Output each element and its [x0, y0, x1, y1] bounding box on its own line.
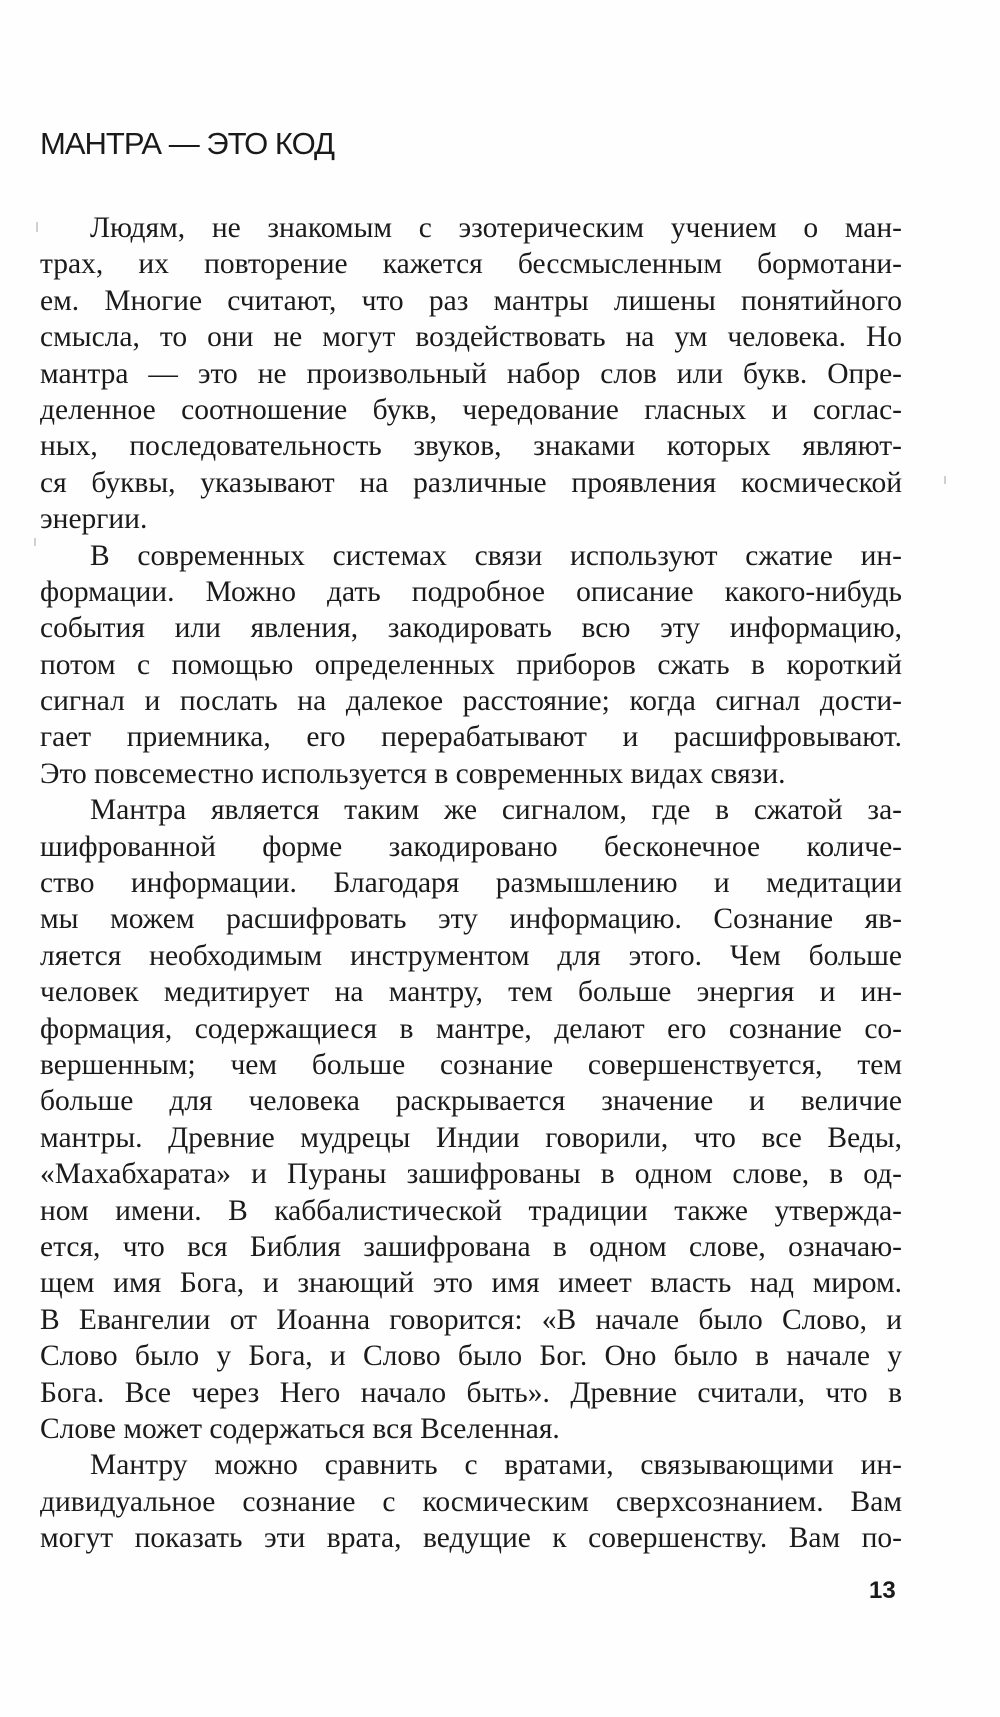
text-line: Людям, не знакомым с эзотерическим учением о ман- — [90, 212, 902, 244]
text-line: Мантру можно сравнить с вратами, связывающими ин- — [90, 1449, 902, 1482]
text-line: деленное соотношение букв, чередование гласных и соглас- — [40, 393, 902, 426]
text-line: Слове может содержаться вся Вселенная. — [40, 1412, 560, 1445]
text-line: «Махабхарата» и Пураны зашифрованы в одном слове, в од- — [40, 1158, 902, 1191]
text-line: трах, их повторение кажется бессмысленным бормотани- — [40, 248, 902, 281]
text-line: мантры. Древние мудрецы Индии говорили, что все Веды, — [40, 1121, 902, 1154]
text-line: больше для человека раскрывается значение и величие — [40, 1085, 902, 1118]
text-line: ных, последовательность звуков, знаками которых являют- — [40, 430, 902, 463]
text-line: могут показать эти врата, ведущие к совершенству. Вам по- — [40, 1522, 902, 1555]
text-line: шифрованной форме закодировано бесконечное количе- — [40, 830, 902, 863]
text-line: Бога. Все через Него начало быть». Древние считали, что в — [40, 1376, 902, 1409]
text-line: В современных системах связи используют сжатие ин- — [90, 539, 902, 572]
scan-speck — [34, 538, 36, 546]
section-heading: МАНТРА — ЭТО КОД — [40, 126, 335, 161]
text-line: человек медитирует на мантру, тем больше энергия и ин- — [40, 976, 902, 1009]
text-line: события или явления, закодировать всю эту информацию, — [40, 612, 902, 645]
text-line: Слово было у Бога, и Слово было Бог. Оно было в начале у — [40, 1340, 902, 1373]
text-line: смысла, то они не могут воздействовать на ум человека. Но — [40, 321, 902, 354]
text-line: ном имени. В каббалистической традиции также утвержда- — [40, 1194, 902, 1227]
text-line: формации. Можно дать подробное описание какого-нибудь — [40, 575, 902, 608]
text-line: ся буквы, указывают на различные проявления космической — [40, 466, 902, 499]
text-line: мантра — это не произвольный набор слов или букв. Опре- — [40, 357, 902, 390]
text-line: дивидуальное сознание с космическим сверхсознанием. Вам — [40, 1485, 902, 1518]
page-number: 13 — [869, 1577, 896, 1604]
text-line: гает приемника, его перерабатывают и расшифровывают. — [40, 721, 902, 754]
body-text — [40, 210, 902, 1556]
scan-speck — [944, 476, 946, 484]
text-line: формация, содержащиеся в мантре, делают его сознание со- — [40, 1012, 902, 1045]
text-line: потом с помощью определенных приборов сжать в короткий — [40, 648, 902, 681]
text-line: энергии. — [40, 503, 148, 536]
text-line: Это повсеместно используется в современных видах связи. — [40, 757, 786, 790]
text-line: вершенным; чем больше сознание совершенствуется, тем — [40, 1048, 902, 1081]
text-line: В Евангелии от Иоанна говорится: «В начале было Слово, и — [40, 1303, 902, 1336]
text-line: щем имя Бога, и знающий это имя имеет власть над миром. — [40, 1267, 902, 1300]
text-line: ем. Многие считают, что раз мантры лишены понятийного — [40, 284, 902, 317]
text-line: сигнал и послать на далекое расстояние; когда сигнал дости- — [40, 685, 902, 718]
scan-speck — [36, 222, 38, 232]
text-line: Мантра является таким же сигналом, где в сжатой за- — [90, 794, 902, 827]
text-line: мы можем расшифровать эту информацию. Сознание яв- — [40, 903, 902, 936]
text-line: ляется необходимым инструментом для этого. Чем больше — [40, 939, 902, 972]
text-line: ется, что вся Библия зашифрована в одном слове, означаю- — [40, 1230, 902, 1263]
text-line: ство информации. Благодаря размышлению и медитации — [40, 867, 902, 900]
